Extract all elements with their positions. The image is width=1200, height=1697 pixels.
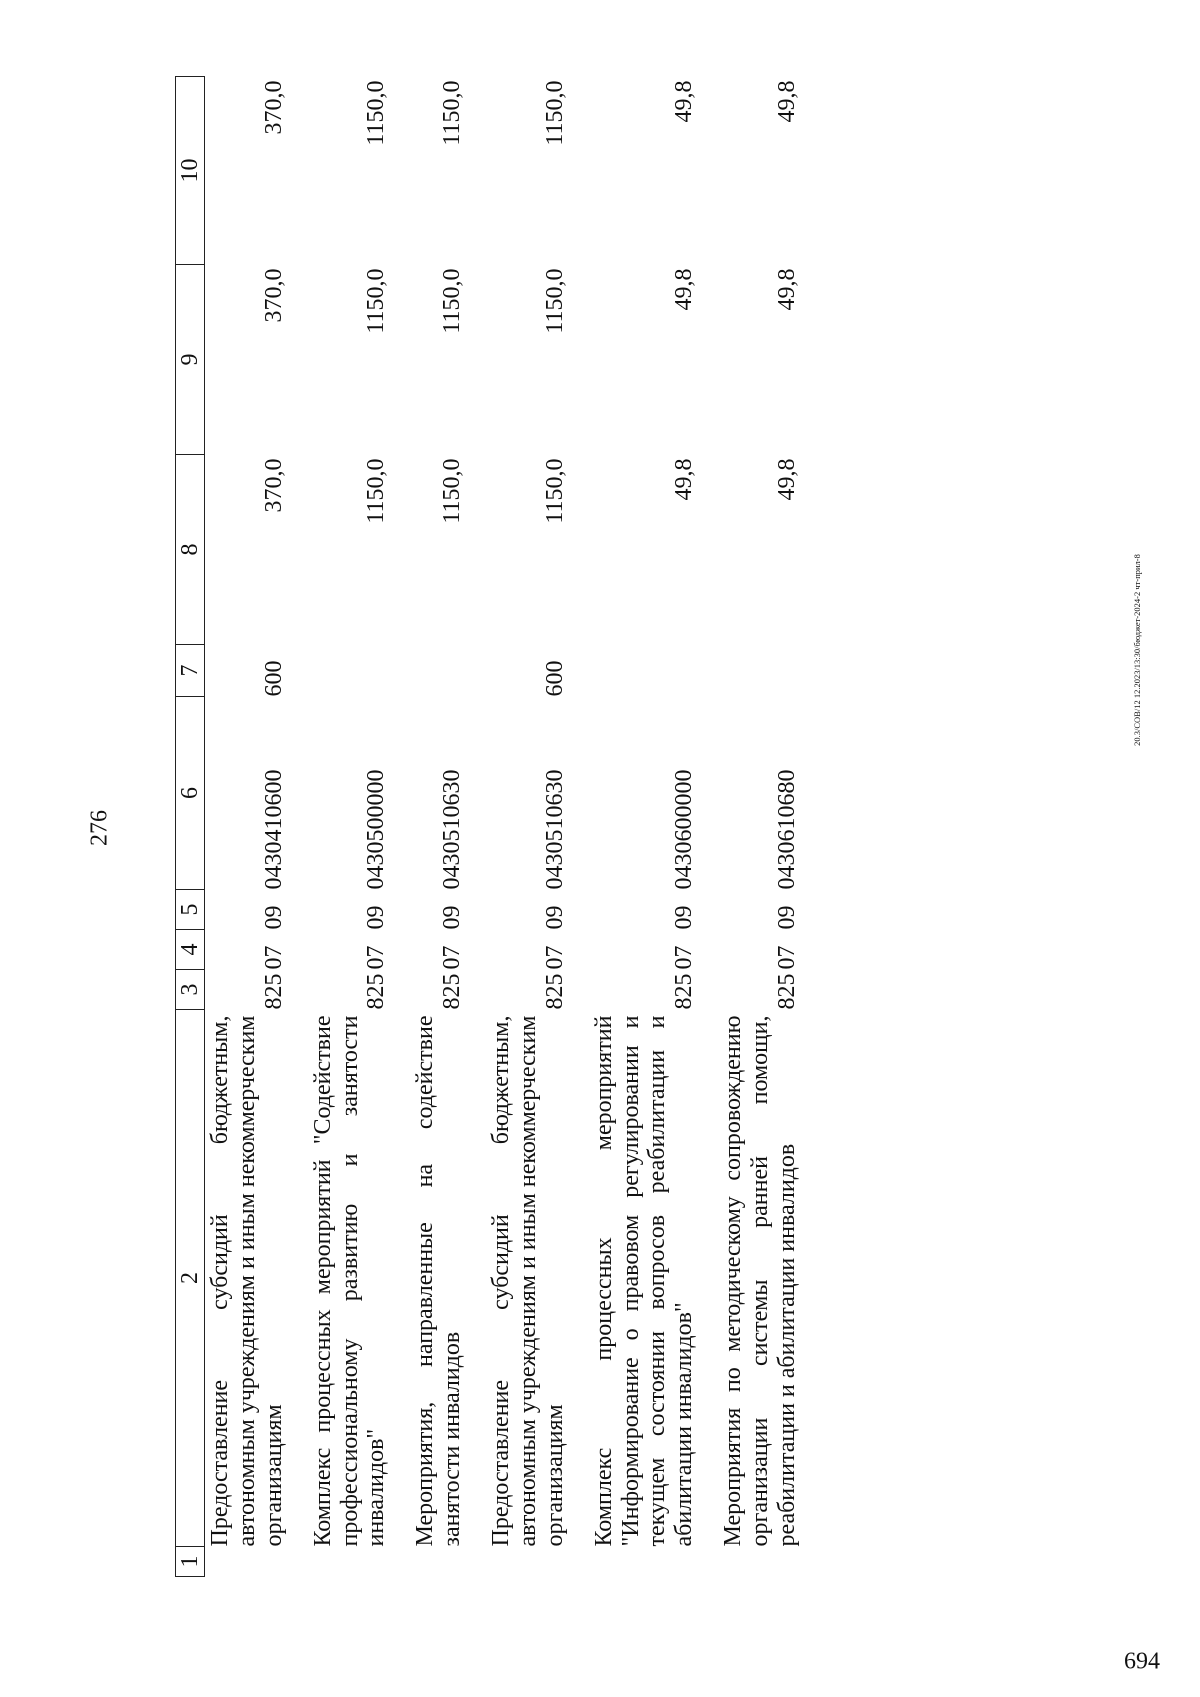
row-c10: 49,8	[773, 80, 800, 123]
row-c9: 1150,0	[363, 268, 390, 334]
header-col-1: 1	[176, 1547, 205, 1577]
row-c4: 07	[439, 945, 466, 970]
row-c4: 07	[773, 945, 800, 970]
header-col-10: 10	[176, 77, 205, 265]
row-c10: 370,0	[260, 80, 287, 135]
row-col1	[288, 1547, 391, 1577]
row-c7: 600	[260, 660, 287, 697]
header-col-8: 8	[176, 455, 205, 645]
row-c3: 825	[260, 973, 287, 1010]
row-c4: 07	[363, 945, 390, 970]
row-c9: 1150,0	[541, 268, 568, 334]
table-row	[390, 77, 466, 1577]
row-name: Предоставление субсидий бюджетным, автономным учреждениям и иным некоммерческим организациям	[207, 1015, 287, 1547]
row-col1	[205, 1547, 288, 1577]
row-c3: 825	[363, 973, 390, 1010]
row-name: Комплекс процессных мероприятий "Информирование о правовом регулировании и текущем состоянии вопросов реабилитации и абилитации инвалидов"	[590, 1015, 698, 1547]
table-row	[288, 77, 391, 1577]
row-col1	[569, 1547, 699, 1577]
table-row	[205, 77, 288, 1577]
row-c6: 0430610680	[773, 769, 800, 890]
row-c10: 1150,0	[363, 80, 390, 146]
row-c9: 49,8	[671, 268, 698, 311]
table-header-row	[176, 77, 205, 1577]
row-c6: 0430510630	[541, 769, 568, 890]
table-row	[569, 77, 699, 1577]
row-c4: 07	[671, 945, 698, 970]
budget-table-rotated	[175, 77, 1055, 1577]
header-col-4: 4	[176, 930, 205, 970]
row-c7	[698, 645, 801, 697]
row-c9: 370,0	[260, 268, 287, 323]
page-number: 276	[86, 810, 113, 846]
header-col-2: 2	[176, 1010, 205, 1547]
row-col1	[698, 1547, 801, 1577]
row-col1	[390, 1547, 466, 1577]
row-c10: 49,8	[671, 80, 698, 123]
row-name: Мероприятия по методическому сопровождению организации системы ранней помощи, реабилитации и абилитации инвалидов	[720, 1015, 800, 1547]
row-c9: 49,8	[773, 268, 800, 311]
row-c8: 1150,0	[363, 458, 390, 524]
row-c5: 09	[363, 905, 390, 930]
row-c4: 07	[541, 945, 568, 970]
row-name: Мероприятия, направленные на содействие занятости инвалидов	[412, 1015, 466, 1547]
row-c8: 370,0	[260, 458, 287, 513]
row-name: Предоставление субсидий бюджетным, автономным учреждениям и иным некоммерческим организациям	[488, 1015, 568, 1547]
row-c5: 09	[260, 905, 287, 930]
header-col-3: 3	[176, 970, 205, 1010]
row-c6: 0430410600	[260, 769, 287, 890]
table-row	[698, 77, 801, 1577]
row-c9: 1150,0	[439, 268, 466, 334]
row-c5: 09	[773, 905, 800, 930]
budget-table	[175, 76, 801, 1577]
row-col1	[466, 1547, 569, 1577]
row-c8: 49,8	[773, 458, 800, 501]
table-row	[466, 77, 569, 1577]
row-c3: 825	[773, 973, 800, 1010]
row-c8: 1150,0	[541, 458, 568, 524]
row-c7	[569, 645, 699, 697]
row-c7	[390, 645, 466, 697]
row-c6: 0430510630	[439, 769, 466, 890]
row-c8: 1150,0	[439, 458, 466, 524]
header-col-7: 7	[176, 645, 205, 697]
row-c6: 0430500000	[363, 769, 390, 890]
row-c7	[288, 645, 391, 697]
row-c8: 49,8	[671, 458, 698, 501]
header-col-6: 6	[176, 697, 205, 890]
row-c6: 0430600000	[671, 769, 698, 890]
row-c3: 825	[541, 973, 568, 1010]
row-c3: 825	[439, 973, 466, 1010]
header-col-9: 9	[176, 265, 205, 455]
document-code: 20.3/СОВ/12 12.2023/13:30/бюджет-2024-2 чт-прил-8	[1132, 554, 1142, 746]
row-c7: 600	[541, 660, 568, 697]
header-col-5: 5	[176, 890, 205, 930]
row-c10: 1150,0	[439, 80, 466, 146]
row-name: Комплекс процессных мероприятий "Содействие профессиональному развитию и занятости инвалидов"	[309, 1015, 390, 1547]
row-c4: 07	[260, 945, 287, 970]
sheet-number: 694	[1124, 1648, 1160, 1675]
row-c3: 825	[671, 973, 698, 1010]
row-c5: 09	[671, 905, 698, 930]
row-c5: 09	[541, 905, 568, 930]
row-c5: 09	[439, 905, 466, 930]
row-c10: 1150,0	[541, 80, 568, 146]
